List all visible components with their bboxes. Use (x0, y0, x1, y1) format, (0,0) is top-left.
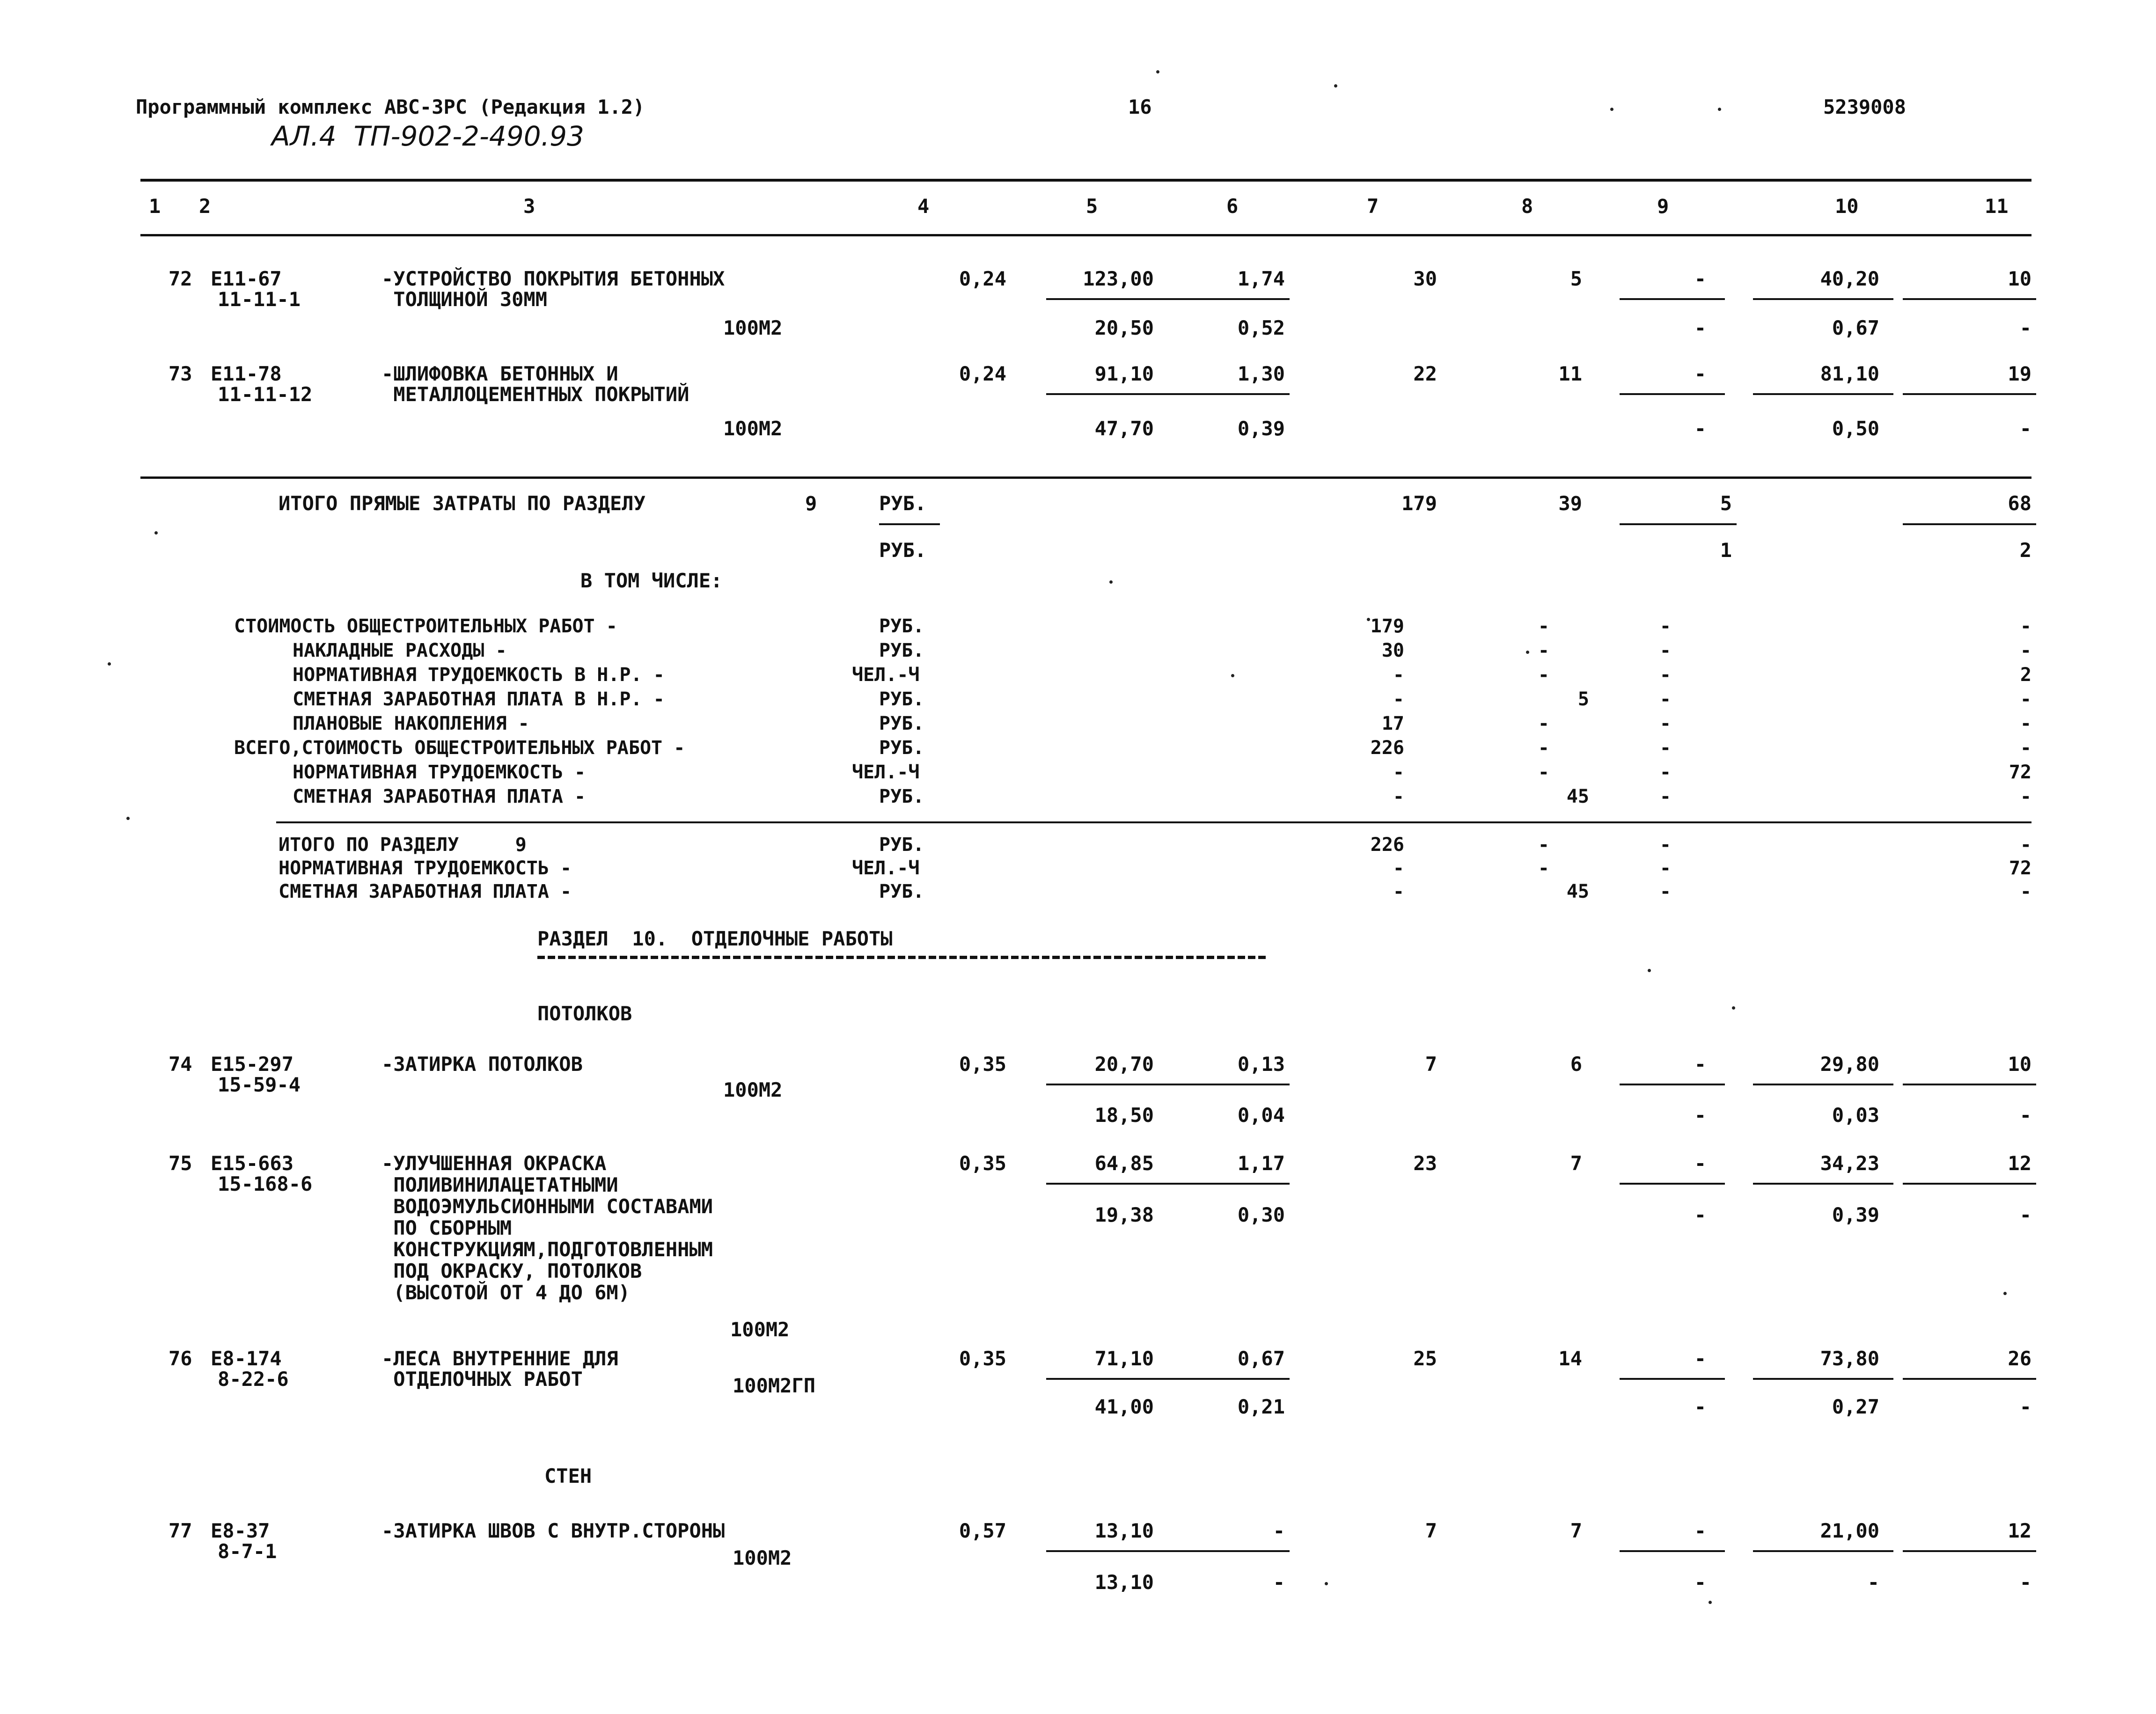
item-code: Е11-78 (211, 362, 282, 385)
totals-row-c7: - (1393, 664, 1404, 686)
cell-c6b: 0,52 (1237, 316, 1285, 339)
totals-row-label: СТОИМОСТЬ ОБЩЕСТРОИТЕЛЬНЫХ РАБОТ - (234, 615, 617, 637)
cell-c9: - (1694, 362, 1706, 385)
totals-c9-divider (1620, 523, 1737, 525)
totals-row-c7: 179 (1370, 615, 1404, 637)
item-code: Е8-174 (211, 1347, 282, 1370)
cell-divider-c5 (1046, 1550, 1163, 1552)
totals-row-c7: 30 (1381, 640, 1404, 661)
cell-c11b: - (2019, 316, 2031, 339)
section-total-c7: - (1393, 881, 1404, 902)
totals-row-unit: ЧЕЛ.-Ч (852, 664, 920, 686)
cell-c5: 20,70 (1094, 1053, 1154, 1076)
cell-c7: 7 (1425, 1053, 1437, 1076)
cell-divider-c5 (1046, 1378, 1163, 1380)
totals-row-c9: - (1659, 713, 1671, 734)
totals-row-unit: РУБ. (879, 786, 924, 807)
scan-speck (1610, 108, 1613, 111)
totals-row-c11: - (2020, 689, 2031, 710)
totals-row-c9: - (1659, 664, 1671, 686)
cell-divider-c5 (1046, 1183, 1163, 1185)
cell-c5b: 47,70 (1094, 417, 1154, 440)
totals-row-c8: - (1538, 664, 1549, 686)
cell-c11: 19 (2008, 362, 2031, 385)
cell-c6b: 0,39 (1237, 417, 1285, 440)
item-number: 75 (169, 1152, 192, 1175)
item-number: 76 (169, 1347, 192, 1370)
totals-row-unit: РУБ. (879, 640, 924, 661)
cell-c10b: 0,67 (1832, 316, 1879, 339)
section-total-c8: - (1538, 834, 1549, 856)
cell-c9: - (1694, 267, 1706, 290)
item-unit: 100М2ГП (733, 1374, 816, 1397)
item-code-2: 11-11-12 (218, 383, 313, 406)
cell-c11b: - (2019, 1571, 2031, 1594)
top-rule (140, 179, 2031, 182)
column-header-5: 5 (1086, 195, 1098, 218)
cell-c4: 0,35 (959, 1053, 1006, 1076)
cell-c5b: 41,00 (1094, 1395, 1154, 1418)
item-description: -ЗАТИРКА ПОТОЛКОВ (381, 1053, 583, 1076)
item-number: 73 (169, 362, 192, 385)
scan-speck (1109, 580, 1113, 584)
section-total-c9: - (1659, 881, 1671, 902)
column-header-1: 1 (149, 195, 161, 218)
item-description: -ШЛИФОВКА БЕТОННЫХ И (381, 362, 618, 385)
cell-c10: 73,80 (1820, 1347, 1879, 1370)
cell-c10b: 0,03 (1832, 1104, 1879, 1127)
scan-speck (1732, 1006, 1735, 1010)
totals-row-label: СМЕТНАЯ ЗАРАБОТНАЯ ПЛАТА - (293, 786, 586, 807)
totals-row-c11: - (2020, 713, 2031, 734)
cell-c5b: 20,50 (1094, 316, 1154, 339)
cell-divider-c5 (1046, 1084, 1163, 1085)
totals-row-c11: - (2020, 640, 2031, 661)
totals-row-c8: - (1538, 615, 1549, 637)
cell-c9b: - (1694, 1203, 1706, 1226)
cell-c4: 0,35 (959, 1347, 1006, 1370)
cell-divider-c11 (1903, 1378, 2036, 1380)
program-header: Программный комплекс АВС-ЗРС (Редакция 1.2) (136, 95, 645, 118)
cell-c10b: 0,39 (1832, 1203, 1879, 1226)
scan-speck (1709, 1601, 1712, 1604)
column-header-9: 9 (1657, 195, 1669, 218)
cell-c9: - (1694, 1152, 1706, 1175)
item-unit: 100М2 (723, 417, 783, 440)
cell-c10b: 0,50 (1832, 417, 1879, 440)
totals-direct-unit: РУБ. (879, 492, 927, 515)
cell-divider-c9 (1620, 1084, 1725, 1085)
cell-c7: 23 (1413, 1152, 1437, 1175)
section-total-c9: - (1659, 834, 1671, 856)
section-total-label: ИТОГО ПО РАЗДЕЛУ 9 (279, 834, 527, 856)
cell-divider-c5 (1046, 298, 1163, 300)
totals-row-label: НАКЛАДНЫЕ РАСХОДЫ - (293, 640, 507, 661)
cell-c8: 11 (1558, 362, 1582, 385)
cell-c4: 0,24 (959, 362, 1006, 385)
totals-row-c7: - (1393, 762, 1404, 783)
totals-row-unit: РУБ. (879, 689, 924, 710)
item-description: ВОДОЭМУЛЬСИОННЫМИ СОСТАВАМИ (381, 1195, 713, 1218)
column-header-6: 6 (1226, 195, 1239, 218)
item-code: Е15-663 (211, 1152, 294, 1175)
cell-c5b: 19,38 (1094, 1203, 1154, 1226)
cell-c11b: - (2019, 1104, 2031, 1127)
totals-row-c7: - (1393, 786, 1404, 807)
cell-c7: 22 (1413, 362, 1437, 385)
totals-row-c11: 72 (2009, 762, 2031, 783)
cell-c6: 1,17 (1237, 1152, 1285, 1175)
totals-row-unit: РУБ. (879, 615, 924, 637)
totals-direct-section: 9 (805, 492, 817, 515)
section-total-unit: РУБ. (879, 834, 924, 856)
cell-c11: 26 (2008, 1347, 2031, 1370)
cell-divider-c10 (1753, 393, 1893, 395)
totals-row-unit: РУБ. (879, 737, 924, 759)
totals-row-c9: - (1659, 762, 1671, 783)
item-description: ТОЛЩИНОЙ 30ММ (381, 288, 548, 311)
item-description: МЕТАЛЛОЦЕМЕНТНЫХ ПОКРЫТИЙ (381, 383, 689, 406)
cell-c9: - (1694, 1053, 1706, 1076)
cell-c4: 0,24 (959, 267, 1006, 290)
section-total-label: СМЕТНАЯ ЗАРАБОТНАЯ ПЛАТА - (279, 881, 572, 902)
item-description: (ВЫСОТОЙ ОТ 4 ДО 6М) (381, 1281, 631, 1304)
cell-divider-c9 (1620, 298, 1725, 300)
item-number: 72 (169, 267, 192, 290)
item-code-2: 15-59-4 (218, 1073, 301, 1096)
totals-direct-c7: 179 (1401, 492, 1437, 515)
item-code-2: 11-11-1 (218, 288, 301, 311)
cell-divider-c5 (1046, 393, 1163, 395)
scan-speck (1367, 618, 1370, 621)
cell-divider-c10 (1753, 1550, 1893, 1552)
cell-c9b: - (1694, 1395, 1706, 1418)
scan-speck (1718, 108, 1721, 111)
cell-divider-c6 (1159, 1378, 1290, 1380)
cell-divider-c6 (1159, 1183, 1290, 1185)
totals-direct2-c11: 2 (2019, 539, 2031, 562)
totals-row-label: НОРМАТИВНАЯ ТРУДОЕМКОСТЬ - (293, 762, 586, 783)
page-number: 16 (1128, 95, 1152, 118)
cell-c6b: 0,30 (1237, 1203, 1285, 1226)
totals-row-c8: - (1538, 640, 1549, 661)
cell-c7: 25 (1413, 1347, 1437, 1370)
totals-including: В ТОМ ЧИСЛЕ: (580, 569, 723, 592)
item-code: Е8-37 (211, 1519, 270, 1542)
item-description: ПОД ОКРАСКУ, ПОТОЛКОВ (381, 1260, 642, 1282)
cell-c11b: - (2019, 417, 2031, 440)
section-total-c9: - (1659, 857, 1671, 879)
cell-c9b: - (1694, 1104, 1706, 1127)
cell-c5b: 18,50 (1094, 1104, 1154, 1127)
totals-row-c8: - (1538, 762, 1549, 783)
scan-speck (1334, 84, 1337, 88)
cell-divider-c9 (1620, 1378, 1725, 1380)
cell-c6b: 0,21 (1237, 1395, 1285, 1418)
scan-speck (1325, 1582, 1328, 1585)
section-total-c7: 226 (1370, 834, 1404, 856)
cell-c8: 5 (1570, 267, 1582, 290)
item-unit: 100М2 (733, 1546, 792, 1569)
cell-c10b: - (1867, 1571, 1879, 1594)
item-description: -ЗАТИРКА ШВОВ С ВНУТР.СТОРОНЫ (381, 1519, 725, 1542)
section-total-rule (276, 821, 2031, 823)
cell-divider-c10 (1753, 1183, 1893, 1185)
cell-divider-c10 (1753, 1084, 1893, 1085)
cell-c9b: - (1694, 1571, 1706, 1594)
item-code-2: 8-22-6 (218, 1368, 289, 1391)
scan-speck (1648, 969, 1651, 972)
cell-c5: 64,85 (1094, 1152, 1154, 1175)
cell-c9: - (1694, 1519, 1706, 1542)
doc-code: 5239008 (1823, 95, 1907, 118)
item-description: -УЛУЧШЕННАЯ ОКРАСКА (381, 1152, 607, 1175)
item-description: КОНСТРУКЦИЯМ,ПОДГОТОВЛЕННЫМ (381, 1238, 713, 1261)
cell-divider-c9 (1620, 1183, 1725, 1185)
cell-c6: 0,67 (1237, 1347, 1285, 1370)
item-code-2: 15-168-6 (218, 1172, 313, 1195)
cell-c5b: 13,10 (1094, 1571, 1154, 1594)
item-description: -ЛЕСА ВНУТРЕННИЕ ДЛЯ (381, 1347, 618, 1370)
cell-c10: 34,23 (1820, 1152, 1879, 1175)
item-description: -УСТРОЙСТВО ПОКРЫТИЯ БЕТОННЫХ (381, 267, 725, 290)
cell-c4: 0,35 (959, 1152, 1006, 1175)
scan-speck (1156, 70, 1159, 73)
cell-divider-c11 (1903, 1183, 2036, 1185)
totals-rule (140, 476, 2031, 479)
cell-c7: 7 (1425, 1519, 1437, 1542)
cell-c11: 12 (2008, 1152, 2031, 1175)
totals-direct-c8: 39 (1558, 492, 1582, 515)
column-header-2: 2 (199, 195, 211, 218)
cell-c5: 91,10 (1094, 362, 1154, 385)
totals-row-c11: - (2020, 737, 2031, 759)
totals-row-c7: 226 (1370, 737, 1404, 759)
totals-row-label: СМЕТНАЯ ЗАРАБОТНАЯ ПЛАТА В Н.Р. - (293, 689, 665, 710)
cell-c5: 71,10 (1094, 1347, 1154, 1370)
cell-c6b: 0,04 (1237, 1104, 1285, 1127)
totals-row-c11: - (2020, 615, 2031, 637)
cell-c9: - (1694, 1347, 1706, 1370)
item-number: 74 (169, 1053, 192, 1076)
section-total-c8: 45 (1566, 881, 1589, 902)
totals-direct-c9: 5 (1720, 492, 1732, 515)
cell-divider-c6 (1159, 393, 1290, 395)
cell-c6: - (1273, 1519, 1285, 1542)
totals-row-unit: РУБ. (879, 713, 924, 734)
totals-row-label: ПЛАНОВЫЕ НАКОПЛЕНИЯ - (293, 713, 529, 734)
column-header-4: 4 (917, 195, 930, 218)
totals-unit-divider (879, 523, 940, 525)
scan-speck (154, 531, 158, 535)
cell-c8: 6 (1570, 1053, 1582, 1076)
totals-row-c8: - (1538, 737, 1549, 759)
item-code: Е11-67 (211, 267, 282, 290)
cell-c8: 7 (1570, 1519, 1582, 1542)
item-unit: 100М2 (723, 1078, 783, 1101)
section-total-c11: - (2020, 834, 2031, 856)
cell-divider-c6 (1159, 298, 1290, 300)
item-description: ОТДЕЛОЧНЫХ РАБОТ (381, 1368, 583, 1391)
totals-direct-c11: 68 (2008, 492, 2031, 515)
totals-c11-divider (1903, 523, 2036, 525)
cell-divider-c11 (1903, 298, 2036, 300)
item-description: ПО СБОРНЫМ (381, 1216, 512, 1239)
handwritten-doc-ref: АЛ.4 ТП-902-2-490.93 (271, 120, 584, 152)
cell-divider-c9 (1620, 1550, 1725, 1552)
totals-direct-label: ИТОГО ПРЯМЫЕ ЗАТРАТЫ ПО РАЗДЕЛУ (279, 492, 645, 515)
totals-direct2-c9: 1 (1720, 539, 1732, 562)
totals-row-c8: 45 (1566, 786, 1589, 807)
cell-divider-c11 (1903, 393, 2036, 395)
scan-speck (108, 662, 111, 666)
cell-c8: 7 (1570, 1152, 1582, 1175)
cell-c5: 13,10 (1094, 1519, 1154, 1542)
cell-c9b: - (1694, 316, 1706, 339)
cell-c6: 1,74 (1237, 267, 1285, 290)
section-total-c7: - (1393, 857, 1404, 879)
item-unit: 100М2 (723, 316, 783, 339)
cell-divider-c11 (1903, 1550, 2036, 1552)
cell-divider-c11 (1903, 1084, 2036, 1085)
totals-row-c9: - (1659, 689, 1671, 710)
cell-c6b: - (1273, 1571, 1285, 1594)
section-total-c8: - (1538, 857, 1549, 879)
column-header-10: 10 (1835, 195, 1859, 218)
cell-c4: 0,57 (959, 1519, 1006, 1542)
item-unit: 100М2 (730, 1318, 790, 1341)
totals-row-unit: ЧЕЛ.-Ч (852, 762, 920, 783)
item-number: 77 (169, 1519, 192, 1542)
totals-row-c8: 5 (1577, 689, 1589, 710)
cell-c11b: - (2019, 1203, 2031, 1226)
totals-row-c7: 17 (1381, 713, 1404, 734)
cell-divider-c6 (1159, 1084, 1290, 1085)
cell-c8: 14 (1558, 1347, 1582, 1370)
cell-c10: 81,10 (1820, 362, 1879, 385)
cell-c10: 40,20 (1820, 267, 1879, 290)
item-code: Е15-297 (211, 1053, 294, 1076)
section10-title-underline (537, 956, 1268, 959)
cell-c7: 30 (1413, 267, 1437, 290)
totals-row-c9: - (1659, 615, 1671, 637)
totals-direct2-unit: РУБ. (879, 539, 927, 562)
item-description: ПОЛИВИНИЛАЦЕТАТНЫМИ (381, 1173, 618, 1196)
scan-speck (1231, 674, 1234, 677)
cell-divider-c6 (1159, 1550, 1290, 1552)
cell-c11: 10 (2008, 1053, 2031, 1076)
scan-speck (2003, 1292, 2007, 1295)
scan-speck (1526, 651, 1529, 654)
cell-divider-c10 (1753, 298, 1893, 300)
section-total-c11: 72 (2009, 857, 2031, 879)
item-code-2: 8-7-1 (218, 1540, 277, 1563)
section-total-unit: ЧЕЛ.-Ч (852, 857, 920, 879)
cell-c6: 1,30 (1237, 362, 1285, 385)
header-rule (140, 234, 2031, 236)
scan-speck (126, 817, 130, 820)
subsection-ceilings: ПОТОЛКОВ (537, 1002, 632, 1025)
cell-c10b: 0,27 (1832, 1395, 1879, 1418)
column-header-8: 8 (1521, 195, 1533, 218)
totals-row-label: НОРМАТИВНАЯ ТРУДОЕМКОСТЬ В Н.Р. - (293, 664, 665, 686)
section-total-label: НОРМАТИВНАЯ ТРУДОЕМКОСТЬ - (279, 857, 572, 879)
column-header-7: 7 (1367, 195, 1379, 218)
totals-row-c7: - (1393, 689, 1404, 710)
cell-c11b: - (2019, 1395, 2031, 1418)
cell-c10: 21,00 (1820, 1519, 1879, 1542)
subsection-walls: СТЕН (544, 1465, 592, 1487)
section-total-c11: - (2020, 881, 2031, 902)
cell-c10: 29,80 (1820, 1053, 1879, 1076)
cell-divider-c9 (1620, 393, 1725, 395)
section10-title: РАЗДЕЛ 10. ОТДЕЛОЧНЫЕ РАБОТЫ (537, 927, 893, 950)
totals-row-label: ВСЕГО,СТОИМОСТЬ ОБЩЕСТРОИТЕЛЬНЫХ РАБОТ - (234, 737, 685, 759)
cell-c9b: - (1694, 417, 1706, 440)
totals-row-c8: - (1538, 713, 1549, 734)
cell-c5: 123,00 (1083, 267, 1154, 290)
section-total-unit: РУБ. (879, 881, 924, 902)
totals-row-c11: 2 (2020, 664, 2031, 686)
totals-row-c11: - (2020, 786, 2031, 807)
totals-row-c9: - (1659, 737, 1671, 759)
totals-row-c9: - (1659, 640, 1671, 661)
column-header-3: 3 (523, 195, 535, 218)
cell-c11: 10 (2008, 267, 2031, 290)
column-header-11: 11 (1985, 195, 2009, 218)
cell-c11: 12 (2008, 1519, 2031, 1542)
totals-row-c9: - (1659, 786, 1671, 807)
cell-c6: 0,13 (1237, 1053, 1285, 1076)
cell-divider-c10 (1753, 1378, 1893, 1380)
